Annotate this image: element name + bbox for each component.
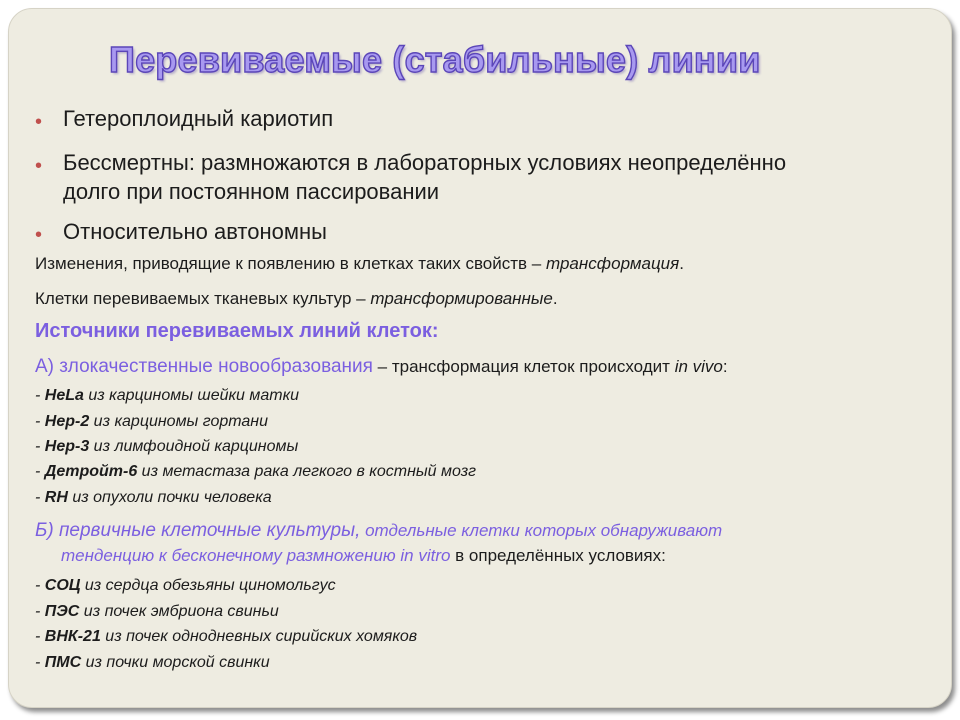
transformed-term: трансформированные	[370, 289, 553, 308]
cell-line-origin: из карциномы шейки матки	[83, 387, 300, 404]
source-a-line	[35, 355, 728, 379]
bullet-item-immortal-line2: долго при постоянном пассировании	[63, 179, 440, 204]
bullet-item-karyotype: Гетероплоидный кариотип	[63, 106, 334, 131]
transformation-prefix: Изменения, приводящие к появлению в клетках таких свойств –	[35, 254, 546, 273]
cell-line-name: Hep-2	[44, 413, 90, 430]
cell-line-item: - ПМС из почки морской свинки	[35, 654, 270, 671]
transformed-definition	[35, 288, 558, 310]
bullet-item-autonomous: Относительно автономны	[63, 219, 327, 244]
source-b-violet-text-2: тенденцию к бесконечному размножению	[61, 546, 401, 565]
transformation-suffix: .	[679, 254, 684, 273]
transformation-term: трансформация	[545, 254, 680, 273]
slide-title: Перевиваемые (стабильные) линии	[109, 39, 761, 80]
bullet-dot-icon: •	[35, 224, 43, 246]
cell-line-origin: из опухоли почки человека	[67, 489, 272, 506]
bullet-item-immortal-line1: Бессмертны: размножаются в лабораторных условиях неопределённо	[63, 150, 787, 175]
source-a-in-vivo: in vivo	[674, 357, 723, 376]
source-b-line1	[35, 519, 722, 543]
cell-line-name: ВНК-21	[44, 628, 101, 645]
cell-line-origin: из сердца обезьяны циномольгус	[80, 577, 336, 594]
cell-line-item: - СОЦ из сердца обезьяны циномольгус	[35, 577, 336, 594]
cell-line-name: RH	[44, 489, 68, 506]
source-b-violet-text-1: отдельные клетки которых обнаруживают	[360, 521, 723, 540]
cell-line-name: ПЭС	[44, 603, 80, 620]
sources-heading: Источники перевиваемых линий клеток:	[35, 320, 439, 342]
cell-line-name: Hep-3	[44, 438, 90, 455]
cell-line-name: ПМС	[44, 654, 82, 671]
cell-line-item: - Hep-3 из лимфоидной карциномы	[35, 438, 299, 455]
transformed-prefix: Клетки перевиваемых тканевых культур –	[35, 289, 371, 308]
source-b-end: в определённых условиях:	[450, 546, 666, 565]
cell-line-name: СОЦ	[44, 577, 81, 594]
cell-line-origin: из карциномы гортани	[89, 413, 269, 430]
cell-line-item: - RH из опухоли почки человека	[35, 489, 272, 506]
source-b-label: Б) первичные клеточные культуры,	[35, 520, 361, 541]
transformed-suffix: .	[552, 289, 558, 308]
cell-line-origin: из почек эмбриона свиньи	[79, 603, 279, 620]
source-a-text: – трансформация клеток происходит	[372, 357, 675, 376]
cell-line-item: - ПЭС из почек эмбриона свиньи	[35, 603, 279, 620]
cell-line-name: Детройт-6	[44, 463, 138, 480]
cell-line-item: - ВНК-21 из почек однодневных сирийских хомяков	[35, 628, 418, 645]
cell-line-item: - HeLa из карциномы шейки матки	[35, 387, 300, 404]
slide	[8, 8, 952, 708]
cell-line-item: - Hep-2 из карциномы гортани	[35, 413, 269, 430]
source-b-line2	[61, 544, 666, 568]
cell-line-item: - Детройт-6 из метастаза рака легкого в костный мозг	[35, 463, 477, 480]
bullet-dot-icon: •	[35, 155, 43, 177]
cell-line-origin: из почек однодневных сирийских хомяков	[100, 628, 418, 645]
bullet-dot-icon: •	[35, 111, 43, 133]
cell-line-origin: из лимфоидной карциномы	[89, 438, 299, 455]
cell-line-origin: из метастаза рака легкого в костный мозг	[137, 463, 477, 480]
cell-line-name: HeLa	[44, 387, 84, 404]
source-b-in-vitro: in vitro	[400, 546, 451, 565]
transformation-definition	[35, 253, 684, 275]
source-a-end: :	[722, 357, 728, 376]
cell-line-origin: из почки морской свинки	[81, 654, 270, 671]
source-a-label: А) злокачественные новообразования	[35, 356, 373, 377]
